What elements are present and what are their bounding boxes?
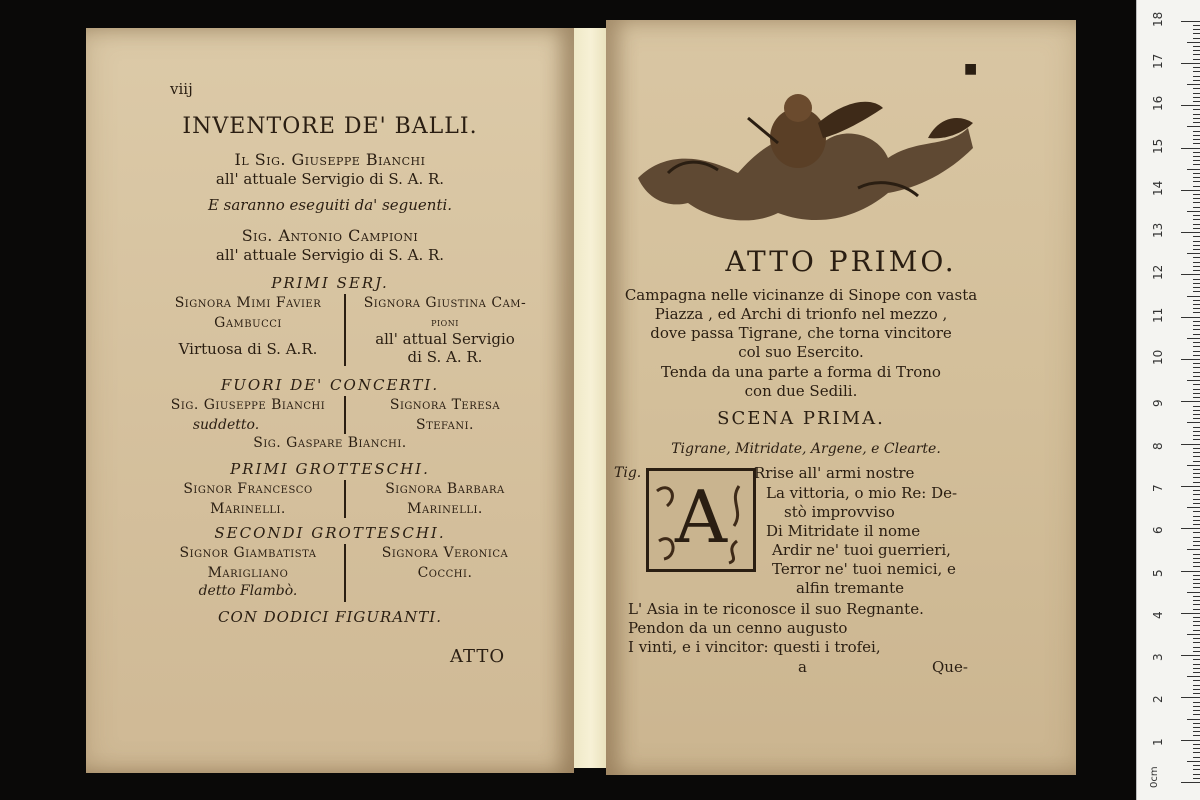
serj-right-role-2: di S. A. R. (407, 348, 483, 366)
ruler-tick (1193, 706, 1200, 707)
ruler-tick (1187, 169, 1200, 170)
fuori-center-name: Sig. Gaspare Bianchi. (253, 435, 407, 451)
ruler-tick (1193, 410, 1200, 411)
verse-line-10: I vinti, e i vincitor: questi i trofei, (628, 638, 881, 656)
ruler-tick (1181, 317, 1200, 318)
ruler-tick (1193, 490, 1200, 491)
ruler-tick (1193, 744, 1200, 745)
ruler-tick (1193, 456, 1200, 457)
ruler-tick (1193, 29, 1200, 30)
ruler-tick (1193, 723, 1200, 724)
ruler-tick (1187, 126, 1200, 127)
setting-line-2: Piazza , ed Archi di trionfo nel mezzo , (654, 305, 948, 323)
ruler-tick (1193, 118, 1200, 119)
sg-right-name-cont: Cocchi. (417, 565, 473, 581)
ruler-number: 7 (1151, 484, 1165, 492)
ruler-tick (1187, 507, 1200, 508)
column-divider (344, 294, 346, 366)
ruler-tick (1193, 731, 1200, 732)
column-divider (344, 544, 346, 602)
ruler-tick (1181, 444, 1200, 445)
ruler-number: 6 (1151, 526, 1165, 535)
ruler-tick (1193, 659, 1200, 660)
ruler-tick (1193, 363, 1200, 364)
ruler-tick (1193, 97, 1200, 98)
ruler-tick (1193, 219, 1200, 220)
ruler-tick (1193, 727, 1200, 728)
campioni-name: Sig. Antonio Campioni (241, 226, 419, 245)
ruler-tick (1193, 554, 1200, 555)
sg-right-name: Signora Veronica (381, 545, 509, 561)
ruler-tick (1193, 630, 1200, 631)
ruler-tick (1193, 67, 1200, 68)
verse-line-1: Rrise all' armi nostre (754, 464, 915, 482)
ruler-number: 14 (1151, 180, 1165, 196)
ruler-tick (1187, 676, 1200, 677)
ruler-tick (1193, 638, 1200, 639)
ruler-number: 15 (1151, 138, 1165, 154)
ruler-tick (1193, 376, 1200, 377)
ruler-number: 11 (1151, 307, 1165, 323)
ruler-tick (1187, 338, 1200, 339)
ruler-tick (1193, 367, 1200, 368)
ruler-tick (1193, 693, 1200, 694)
ruler-tick (1193, 312, 1200, 313)
fuori-heading: FUORI DE' CONCERTI. (220, 376, 440, 394)
serj-right-name-cont: pioni (431, 315, 459, 329)
page-number: viij (170, 80, 193, 98)
ruler-tick (1193, 25, 1200, 26)
ruler-tick (1193, 596, 1200, 597)
ruler-tick (1193, 617, 1200, 618)
ruler-tick (1181, 63, 1200, 64)
ruler-tick (1193, 435, 1200, 436)
ruler-tick (1193, 579, 1200, 580)
ruler-tick (1193, 757, 1200, 758)
ruler-tick (1193, 389, 1200, 390)
ruler-tick (1193, 33, 1200, 34)
ruler-tick (1193, 702, 1200, 703)
ruler-tick (1193, 88, 1200, 89)
ruler-tick (1193, 710, 1200, 711)
ruler-tick (1193, 774, 1200, 775)
sg-left-nickname: detto Flambò. (198, 583, 298, 599)
column-divider (344, 480, 346, 518)
ballet-inventor-heading: INVENTORE DE' BALLI. (182, 114, 478, 139)
verse-line-3: stò improvviso (784, 503, 895, 521)
ruler-tick (1193, 325, 1200, 326)
ruler-tick (1193, 194, 1200, 195)
verse-line-8: L' Asia in te riconosce il suo Regnante. (628, 600, 924, 618)
ruler-tick (1193, 482, 1200, 483)
ruler-tick (1193, 372, 1200, 373)
ruler-tick (1193, 266, 1200, 267)
serj-right-role-1: all' attual Servigio (375, 330, 515, 348)
fuori-right-name: Signora Teresa (389, 397, 501, 413)
ruler-tick (1193, 287, 1200, 288)
ruler-tick (1187, 84, 1200, 85)
ruler-number: 3 (1151, 653, 1165, 662)
ruler-tick (1193, 748, 1200, 749)
catchword: ATTO (450, 646, 506, 667)
verse-line-7: alfin tremante (796, 579, 904, 597)
ruler-tick (1181, 190, 1200, 191)
ruler-tick (1193, 143, 1200, 144)
ruler-tick (1193, 93, 1200, 94)
ruler-tick (1181, 232, 1200, 233)
ruler-tick (1193, 414, 1200, 415)
ruler-tick (1181, 148, 1200, 149)
ruler-tick (1193, 228, 1200, 229)
ruler-tick (1181, 697, 1200, 698)
ruler-tick (1193, 431, 1200, 432)
ruler-tick (1193, 752, 1200, 753)
ruler-number: 13 (1151, 222, 1165, 239)
ruler-tick (1193, 241, 1200, 242)
ruler-tick (1187, 719, 1200, 720)
ruler-number: 17 (1151, 53, 1165, 69)
ruler-tick (1193, 283, 1200, 284)
ruler-tick (1193, 494, 1200, 495)
ruler-tick (1193, 418, 1200, 419)
setting-line-6: con due Sedili. (744, 382, 858, 400)
ruler-tick (1193, 114, 1200, 115)
ruler-tick (1193, 300, 1200, 301)
ruler-tick (1193, 173, 1200, 174)
ruler-tick (1193, 393, 1200, 394)
ruler-tick (1187, 549, 1200, 550)
ruler-tick (1193, 439, 1200, 440)
ruler-tick (1193, 198, 1200, 199)
fuori-left-name: Sig. Giuseppe Bianchi (170, 397, 326, 413)
ruler-tick (1193, 461, 1200, 462)
ruler-tick (1193, 537, 1200, 538)
pg-left-name-cont: Marinelli. (210, 501, 286, 517)
serj-left-name: Signora Mimi Favier (174, 295, 322, 311)
ruler-tick (1193, 685, 1200, 686)
ruler-tick (1187, 761, 1200, 762)
ruler-number: 9 (1151, 399, 1165, 408)
ruler-tick (1193, 101, 1200, 102)
ruler-tick (1193, 76, 1200, 77)
drop-cap-box (646, 468, 756, 572)
ruler-tick (1193, 202, 1200, 203)
serj-right-name: Signora Giustina Cam- (363, 295, 527, 311)
inventor-role: all' attuale Servigio di S. A. R. (215, 170, 445, 188)
ruler-tick (1193, 59, 1200, 60)
catchword: Que- (932, 658, 968, 676)
ruler-tick (1193, 647, 1200, 648)
ruler-tick (1193, 71, 1200, 72)
speaker-label: Tig. (614, 465, 642, 481)
ruler-tick (1193, 38, 1200, 39)
ruler-tick (1181, 401, 1200, 402)
column-divider (344, 396, 346, 434)
ruler-number: 4 (1151, 611, 1165, 619)
ruler-tick (1181, 613, 1200, 614)
serj-left-role: Virtuosa di S. A.R. (178, 340, 318, 358)
ruler-tick (1193, 575, 1200, 576)
ruler-tick (1193, 215, 1200, 216)
ruler-tick (1193, 270, 1200, 271)
secondi-grotteschi-heading: SECONDI GROTTESCHI. (214, 524, 446, 542)
ruler-tick (1193, 384, 1200, 385)
ruler-tick (1193, 680, 1200, 681)
ruler-tick (1193, 109, 1200, 110)
ruler-tick (1181, 486, 1200, 487)
binding-strip (574, 28, 608, 768)
pg-right-name-cont: Marinelli. (407, 501, 483, 517)
fuori-right-name-cont: Stefani. (415, 417, 474, 433)
ruler-tick (1193, 621, 1200, 622)
ruler-tick (1193, 54, 1200, 55)
campioni-role: all' attuale Servigio di S. A. R. (215, 246, 445, 264)
ruler-tick (1181, 655, 1200, 656)
ruler-tick (1193, 477, 1200, 478)
verse-line-4: Di Mitridate il nome (766, 522, 921, 540)
ruler-tick (1193, 304, 1200, 305)
serj-left-name-cont: Gambucci (214, 315, 282, 331)
ruler-tick (1193, 600, 1200, 601)
primi-serj-heading: PRIMI SERJ. (271, 274, 389, 292)
ruler-tick (1193, 609, 1200, 610)
ruler-tick (1193, 160, 1200, 161)
ruler-tick (1193, 334, 1200, 335)
ruler-tick (1193, 524, 1200, 525)
ruler-tick (1193, 186, 1200, 187)
ruler-number: 2 (1151, 695, 1165, 704)
ruler-tick (1193, 135, 1200, 136)
ruler-tick (1193, 406, 1200, 407)
ruler-tick (1193, 291, 1200, 292)
ruler-tick (1193, 714, 1200, 715)
setting-line-5: Tenda da una parte a forma di Trono (661, 363, 941, 381)
ruler-tick (1181, 21, 1200, 22)
ruler-tick (1193, 245, 1200, 246)
ruler-tick (1193, 448, 1200, 449)
sg-left-name-cont: Marigliano (207, 565, 289, 581)
ruler-tick (1181, 740, 1200, 741)
ruler-number: 5 (1151, 568, 1165, 577)
figuranti-line: CON DODICI FIGURANTI. (217, 608, 443, 626)
ruler-tick (1193, 279, 1200, 280)
ruler-tick (1193, 262, 1200, 263)
ruler-tick (1193, 765, 1200, 766)
measurement-ruler (1136, 0, 1200, 800)
ruler-tick (1193, 308, 1200, 309)
ruler-tick (1193, 46, 1200, 47)
ruler-tick (1193, 532, 1200, 533)
ruler-tick (1193, 181, 1200, 182)
ruler-tick (1187, 422, 1200, 423)
ruler-tick (1193, 668, 1200, 669)
ruler-tick (1181, 528, 1200, 529)
ruler-tick (1187, 380, 1200, 381)
ruler-number: 10 (1151, 349, 1165, 365)
inventor-name: Il Sig. Giuseppe Bianchi (234, 150, 426, 169)
verse-line-5: Ardir ne' tuoi guerrieri, (772, 541, 951, 559)
act-title: ATTO PRIMO. (725, 245, 957, 278)
ruler-tick (1193, 80, 1200, 81)
left-page (86, 28, 574, 773)
verse-line-6: Terror ne' tuoi nemici, e (772, 560, 956, 578)
ruler-tick (1193, 520, 1200, 521)
ruler-tick (1193, 50, 1200, 51)
ruler-tick (1187, 592, 1200, 593)
verse-line-2: La vittoria, o mio Re: De- (766, 484, 958, 502)
ruler-tick (1193, 355, 1200, 356)
ruler-tick (1193, 164, 1200, 165)
ruler-tick (1193, 452, 1200, 453)
ruler-tick (1193, 651, 1200, 652)
ruler-tick (1193, 397, 1200, 398)
ruler-number: 8 (1151, 441, 1165, 450)
ruler-tick (1193, 604, 1200, 605)
ruler-tick (1193, 541, 1200, 542)
ruler-tick (1193, 664, 1200, 665)
pg-left-name: Signor Francesco (183, 481, 313, 497)
ruler-tick (1193, 473, 1200, 474)
ruler-tick (1193, 735, 1200, 736)
ruler-tick (1193, 769, 1200, 770)
ruler-tick (1193, 583, 1200, 584)
ruler-number: 16 (1151, 95, 1165, 112)
ruler-tick (1181, 359, 1200, 360)
ruler-tick (1193, 131, 1200, 132)
ruler-unit-label: 0cm (1149, 766, 1160, 788)
fuori-left-note: suddetto. (192, 417, 260, 433)
ruler-tick (1193, 156, 1200, 157)
ruler-tick (1181, 105, 1200, 106)
performed-by-line: E saranno eseguiti da' seguenti. (207, 196, 453, 214)
ruler-tick (1193, 562, 1200, 563)
ruler-tick (1193, 689, 1200, 690)
ruler-tick (1193, 625, 1200, 626)
ruler-number: 12 (1151, 265, 1165, 281)
ruler-tick (1181, 274, 1200, 275)
ruler-tick (1193, 329, 1200, 330)
primi-grotteschi-heading: PRIMI GROTTESCHI. (230, 460, 430, 478)
ruler-tick (1187, 634, 1200, 635)
ruler-tick (1193, 236, 1200, 237)
pg-right-name: Signora Barbara (385, 481, 505, 497)
ruler-tick (1193, 351, 1200, 352)
ruler-tick (1193, 516, 1200, 517)
ruler-tick (1193, 224, 1200, 225)
character-list: Tigrane, Mitridate, Argene, e Clearte. (671, 441, 941, 457)
ruler-tick (1193, 122, 1200, 123)
ruler-tick (1193, 778, 1200, 779)
ruler-tick (1193, 469, 1200, 470)
ruler-tick (1181, 782, 1200, 783)
ruler-number: 1 (1151, 738, 1165, 746)
ruler-tick (1193, 249, 1200, 250)
setting-line-3: dove passa Tigrane, che torna vincitore (650, 324, 952, 342)
scene-title: SCENA PRIMA. (717, 408, 885, 429)
ruler-tick (1193, 257, 1200, 258)
ruler-tick (1193, 558, 1200, 559)
ruler-tick (1187, 296, 1200, 297)
ruler-tick (1187, 465, 1200, 466)
sg-left-name: Signor Giambatista (179, 545, 317, 561)
ruler-tick (1187, 42, 1200, 43)
ruler-tick (1181, 571, 1200, 572)
ruler-tick (1193, 642, 1200, 643)
setting-line-1: Campagna nelle vicinanze di Sinope con vasta (624, 286, 978, 304)
page-corner-mark: ■ (964, 61, 978, 77)
ruler-tick (1193, 499, 1200, 500)
ruler-tick (1193, 207, 1200, 208)
ruler-tick (1193, 346, 1200, 347)
ruler-tick (1193, 587, 1200, 588)
drop-cap-letter: A (675, 475, 727, 559)
ruler-number: 18 (1151, 11, 1165, 27)
ruler-tick (1193, 152, 1200, 153)
ruler-tick (1187, 253, 1200, 254)
verse-line-9: Pendon da un cenno augusto (628, 619, 848, 637)
signature-mark: a (798, 658, 807, 676)
ruler-tick (1193, 566, 1200, 567)
ruler-tick (1193, 672, 1200, 673)
ruler-tick (1193, 427, 1200, 428)
ruler-tick (1193, 139, 1200, 140)
ruler-tick (1193, 511, 1200, 512)
ruler-tick (1193, 503, 1200, 504)
ruler-tick (1187, 211, 1200, 212)
setting-line-4: col suo Esercito. (738, 343, 864, 361)
ruler-tick (1193, 545, 1200, 546)
cherub-ornament (628, 78, 988, 240)
ruler-tick (1193, 177, 1200, 178)
ruler-tick (1193, 321, 1200, 322)
right-page (606, 20, 1076, 775)
ruler-tick (1193, 342, 1200, 343)
